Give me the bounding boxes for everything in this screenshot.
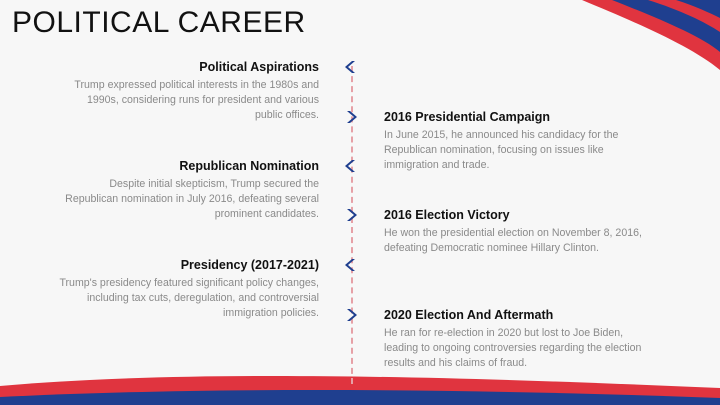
entry-description: He ran for re-election in 2020 but lost to Joe Biden, leading to ongoing controversies regarding the election results and his claims of fraud. [384, 327, 642, 369]
chevron-right-icon [344, 208, 358, 222]
entry-title: Presidency (2017-2021) [180, 258, 319, 272]
page-title: POLITICAL CAREER [12, 6, 306, 39]
entry-description: In June 2015, he announced his candidacy for the Republican nomination, focusing on issues like immigration and trade. [384, 129, 619, 171]
chevron-right-icon [344, 110, 358, 124]
entry-title: Political Aspirations [199, 60, 319, 74]
timeline-entry [384, 308, 654, 371]
entry-description: Trump's presidency featured significant policy changes, including tax cuts, deregulation, and controversial immigration policies. [59, 277, 319, 319]
entry-description: He won the presidential election on November 8, 2016, defeating Democratic nominee Hillary Clinton. [384, 227, 642, 254]
entry-title: Republican Nomination [179, 159, 319, 173]
entry-title: 2020 Election And Aftermath [384, 308, 554, 322]
chevron-right-icon [344, 308, 358, 322]
chevron-left-icon [344, 159, 358, 173]
timeline-entry [59, 258, 319, 321]
entry-description: Trump expressed political interests in the 1980s and 1990s, considering runs for president and various public offices. [74, 79, 319, 121]
entry-title: 2016 Presidential Campaign [384, 110, 551, 124]
entry-title: 2016 Election Victory [384, 208, 510, 222]
chevron-left-icon [344, 60, 358, 74]
timeline-entry [384, 110, 654, 173]
timeline-entry [59, 159, 319, 222]
timeline-entry [384, 208, 654, 256]
entry-description: Despite initial skepticism, Trump secured the Republican nomination in July 2016, defeating several prominent candidates. [65, 178, 319, 220]
chevron-left-icon [344, 258, 358, 272]
timeline-entry [59, 60, 319, 123]
